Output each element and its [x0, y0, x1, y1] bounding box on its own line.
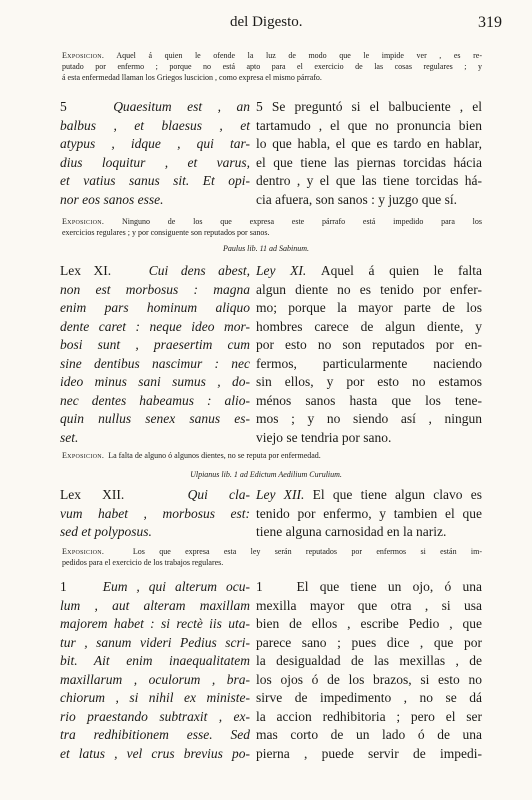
- exposition-line: putado por enfermo ; porque no está apto para el exercicio de las cosas regulares ; y: [62, 62, 482, 71]
- running-title: del Digesto.: [230, 14, 303, 30]
- paragraph-number: 1: [60, 579, 67, 594]
- exposition-1: [62, 50, 482, 83]
- source-citation-ulpianus: Ulpianus lib. 1 ad Edictum Aedilium Curulium.: [190, 470, 342, 479]
- latin-paragraph-1: 1 Eum , qui alterum ocu- lum , aut alteram maxillam majorem habet : si rectè iis uta- tur , sanum videri Pedius scri- bit. Ait enim inaequalitatem maxillarum , oculorum , bra- chiorum , si nihil ex ministe- rio praestando subtraxit , ex- tra redhibitionem esse. Sed et latus , vel crus brevius po-: [60, 579, 251, 761]
- source-citation-paulus: Paulus lib. 11 ad Sabinum.: [222, 244, 310, 253]
- page-header: [0, 14, 532, 40]
- law-label: Ley XII.: [256, 487, 305, 502]
- paragraph-number: 1: [256, 579, 263, 594]
- exposition-label: Exposicion.: [62, 451, 105, 460]
- exposition-label: Exposicion.: [62, 217, 105, 226]
- law-label: Lex XI.: [60, 263, 112, 278]
- exposition-label: Exposicion.: [62, 51, 105, 60]
- spanish-ley-11: Ley XI. Aquel á quien le falta algun diente no es tenido por enfer- mo; porque la mayor parte de los hombres carece de algun diente, y por esto no son reputados por en- fermos, particularmente naciendo sin ellos, y por esto no estamos ménos sanos hasta que los tene- mos ; y no siendo así , ningun viejo se tendria por sano.: [256, 263, 483, 445]
- spanish-paragraph-5: 5 Se preguntó si el balbuciente , el tartamudo , el que no pronuncia bien lo que habla, el que es tardo en hablar, el que tiene las piernas torcidas hácia dentro , y el que las tiene torcidas há- cia afuera, son sanos : y juzgo que sí.: [256, 99, 483, 207]
- law-label: Lex XII.: [60, 487, 125, 502]
- exposition-line: á esta enfermedad llaman los Griegos luscicion , como expresa el mismo párrafo.: [62, 73, 322, 82]
- paragraph-number: 5: [60, 99, 67, 114]
- law-label: Ley XI.: [256, 263, 307, 278]
- page-number: 319: [478, 14, 502, 31]
- latin-lex-11: Lex XI. Cui dens abest, non est morbosus : magna enim pars hominum aliquo dente caret : neque ideo mor- bosi sunt , praesertim cum sine dentibus nascimur : nec ideo minus sani sumus , do- nec dentes habeamus : alio- quin nullus senex sanus es- set.: [60, 263, 251, 445]
- exposition-3: Exposicion. La falta de alguno ó algunos dientes, no se reputa por enfermedad.: [62, 451, 321, 460]
- spanish-paragraph-1: 1 El que tiene un ojo, ó una mexilla mayor que otra , si usa bien de ellos , escribe Pedio , que parece sano ; pues dice , que por la desigualdad de las mexillas , de los ojos ó de los brazos, si esto no sirve de impedimento , no se dá la accion redhibitoria ; pero el ser mas corto de un lado ó de una pierna , puede servir de impedi-: [256, 579, 482, 761]
- exposition-line: Exposicion. Aquel á quien le ofende la luz de modo que le impide ver , es re-: [62, 51, 482, 60]
- spanish-ley-12: Ley XII. El que tiene algun clavo es tenido por enfermo, y tambien el que tiene alguna carnosidad en la nariz.: [256, 487, 483, 539]
- latin-paragraph-5: 5 Quaesitum est , an balbus , et blaesus , et atypus , idque , qui tar- dius loquitur , et varus, et vatius sanus sit. Et opi- nor eos sanos esse.: [60, 99, 250, 207]
- exposition-2: Exposicion. Ninguno de los que expresa este párrafo está impedido para los exercicios regulares ; y por consiguente son reputados por sanos.: [62, 217, 483, 237]
- exposition-label: Exposicion.: [62, 547, 105, 556]
- exposition-4: Exposicion. Los que expresa esta ley serán reputados por enfermos si están im- pedidos para el exercicio de los trabajos regulares.: [62, 547, 483, 567]
- paragraph-number: 5: [256, 99, 263, 114]
- latin-lex-12: Lex XII. Qui cla- vum habet , morbosus est: sed et polyposus.: [60, 487, 250, 539]
